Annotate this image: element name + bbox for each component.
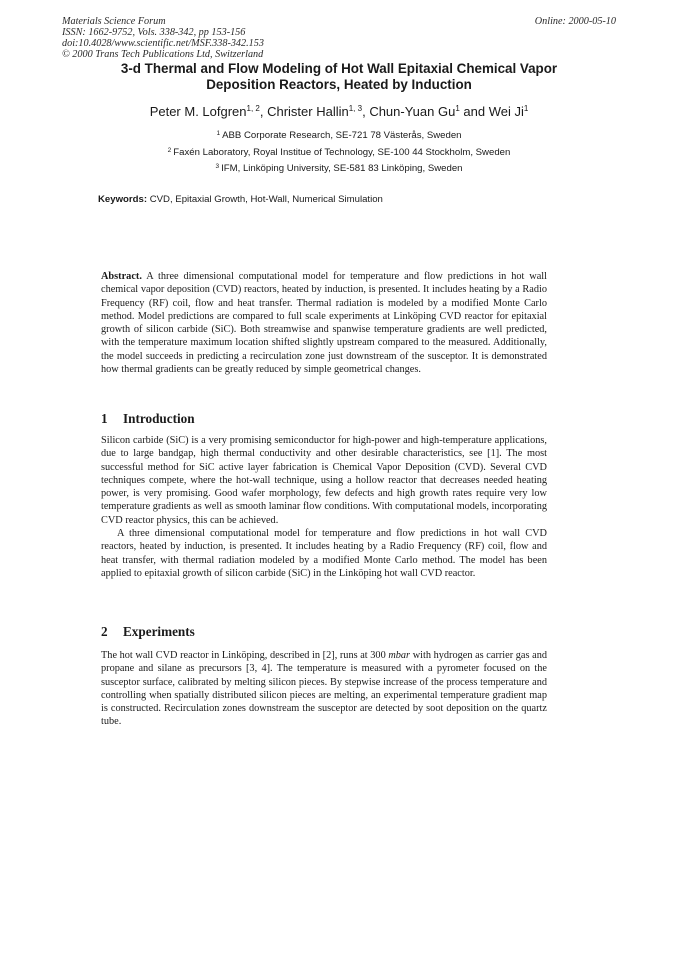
- section-number: 1: [101, 411, 108, 426]
- affiliation: [60, 145, 618, 162]
- title-line-2: Deposition Reactors, Heated by Induction: [206, 77, 472, 92]
- keywords-text: CVD, Epitaxial Growth, Hot-Wall, Numerical Simulation: [149, 194, 383, 205]
- author-affiliation-mark: 1: [523, 104, 529, 113]
- section-title: Experiments: [123, 624, 195, 639]
- affiliation: [60, 161, 618, 178]
- affiliation-mark: 1: [216, 130, 221, 137]
- doi-link[interactable]: doi:10.4028/www.scientific.net/MSF.338-342.153: [62, 38, 264, 49]
- introduction-body: [101, 434, 547, 580]
- affiliation: [60, 128, 618, 145]
- author-affiliation-mark: 1, 3: [348, 104, 363, 113]
- affiliation-text: IFM, Linköping University, SE-581 83 Linköping, Sweden: [221, 163, 463, 174]
- affiliation-mark: 3: [215, 163, 220, 170]
- copyright-line: © 2000 Trans Tech Publications Ltd, Switzerland: [62, 49, 264, 60]
- keywords-label: Keywords:: [98, 194, 148, 205]
- title-line-1: 3-d Thermal and Flow Modeling of Hot Wall Epitaxial Chemical Vapor: [120, 61, 558, 76]
- author-separator: ,: [362, 104, 370, 119]
- author-affiliation-mark: 1, 2: [246, 104, 260, 113]
- paragraph-text: with hydrogen as carrier gas and propane and silane as precursors [3, 4]. The temperature is measured with a pyrometer focused on the susceptor surface, calibrated by melting silicon pieces. By stepwise increase of the process temperature and controlling when spatially distributed silicon pieces are melting, an experimental temperature gradient map is constructed. Recirculation zones downstream the susceptor are detected by soot deposition on the quartz tube.: [101, 650, 547, 728]
- abstract: [101, 270, 547, 376]
- experiments-body: [101, 649, 547, 729]
- section-heading-introduction: [101, 411, 195, 427]
- journal-name: Materials Science Forum: [62, 16, 166, 27]
- paragraph: Silicon carbide (SiC) is a very promising semiconductor for high-power and high-temperature applications, due to large bandgap, high thermal conductivity and other desirable characteristics, see [1]. The most successful method for SiC active layer fabrication is Chemical Vapor Deposition (CVD). Several CVD techniques compete, where the hot-wall technique, using a hollow reactor that decreases needed heating power, is very promising. Good wafer morphology, few defects and high growth rates require very low temperature gradients as well as smooth laminar flow conditions. With computational models, incorporating CVD reactor physics, this can be achieved.: [101, 435, 547, 526]
- author-separator: and: [459, 104, 489, 119]
- affiliation-list: [60, 128, 618, 178]
- author-name: Christer Hallin: [267, 104, 349, 119]
- online-date: Online: 2000-05-10: [534, 16, 616, 27]
- author-name: Wei Ji: [488, 104, 524, 119]
- section-heading-experiments: [101, 624, 195, 640]
- section-title: Introduction: [123, 411, 195, 426]
- author-name: Peter M. Lofgren: [149, 104, 247, 119]
- paragraph-text: The hot wall CVD reactor in Linköping, described in [2], runs at 300: [101, 650, 389, 661]
- abstract-text: A three dimensional computational model for temperature and flow predictions in hot wall chemical vapor deposition (CVD) reactors, heated by induction, is presented. It includes heating by a Radio Frequency (RF) coil, flow and heat transfer. Thermal radiation is modeled by a modified Monte Carlo method. Model predictions are compared to full scale experiments at Linköping CVD reactor for epitaxial growth of silicon carbide (SiC). Both streamwise and spanwise temperature gradients are well predicted, with the temperature maximum location shifted slightly upstream compared to the measured. Additionally, the model succeeds in predicting a recirculation zone just downstream of the susceptor. It is demonstrated how thermal gradients can be greatly reduced by simple geometrical changes.: [101, 271, 548, 376]
- keywords: [98, 194, 383, 205]
- author-list: [60, 104, 618, 119]
- journal-header: [62, 16, 264, 60]
- paragraph: A three dimensional computational model for temperature and flow predictions in hot wall CVD reactors, heated by induction, is presented. It includes heating by a Radio Frequency (RF) coil, flow and heat transfer, with thermal radiation modeled by a modified Monte Carlo method. The model has been applied to epitaxial growth of silicon carbide (SiC) in the Linköping hot wall CVD reactor.: [101, 528, 547, 579]
- affiliation-text: Faxén Laboratory, Royal Institue of Technology, SE-100 44 Stockholm, Sweden: [173, 146, 511, 158]
- affiliation-text: ABB Corporate Research, SE-721 78 Västerås, Sweden: [222, 130, 462, 141]
- abstract-label: Abstract.: [101, 271, 142, 282]
- author-separator: ,: [259, 104, 268, 119]
- affiliation-mark: 2: [167, 146, 172, 154]
- section-number: 2: [101, 624, 108, 639]
- issn-line: ISSN: 1662-9752, Vols. 338-342, pp 153-156: [62, 27, 246, 38]
- author-affiliation-mark: 1: [455, 104, 460, 113]
- author-name: Chun-Yuan Gu: [369, 104, 456, 119]
- unit-mbar: mbar: [388, 650, 411, 661]
- paper-title: [80, 61, 598, 93]
